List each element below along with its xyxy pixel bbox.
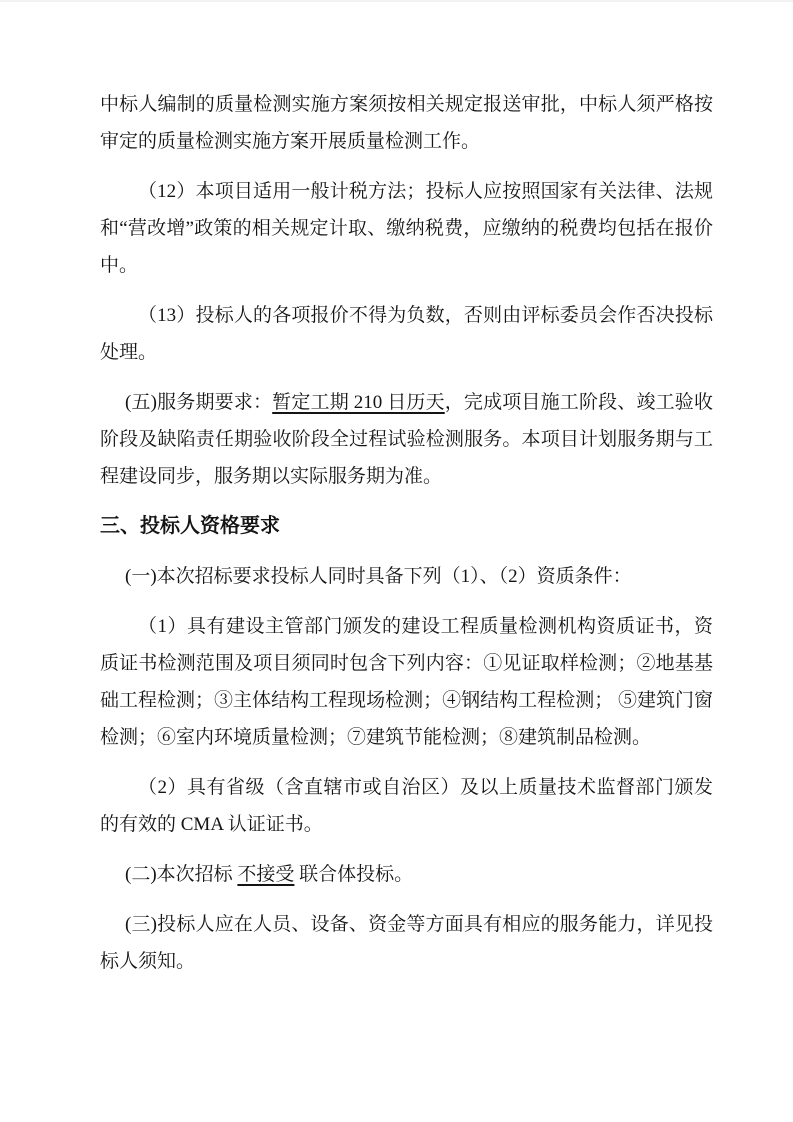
section-heading-bidder-qualifications: 三、投标人资格要求 <box>100 515 280 537</box>
service-period-underlined-duration: 暂定工期 210 日历天 <box>272 392 445 413</box>
paragraph-service-period <box>100 384 713 495</box>
paragraph-qualification-2: （2）具有省级（含直辖市或自治区）及以上质量技术监督部门颁发的有效的 CMA 认证证书。 <box>100 777 713 835</box>
service-period-suffix: ，完成项目施工阶段、竣工验收阶段及缺陷责任期验收阶段全过程试验检测服务。本项目计划服务期与工程建设同步，服务期以实际服务期为准。 <box>100 392 713 487</box>
consortium-prefix: (二)本次招标 <box>125 864 238 885</box>
paragraph-consortium <box>100 856 713 893</box>
paragraph-item-13: （13）投标人的各项报价不得为负数，否则由评标委员会作否决投标处理。 <box>100 305 713 363</box>
paragraph-item-12: （12）本项目适用一般计税方法；投标人应按照国家有关法律、法规和“营改增”政策的相关规定计取、缴纳税费，应缴纳的税费均包括在报价中。 <box>100 181 713 276</box>
consortium-suffix: 联合体投标。 <box>294 864 414 885</box>
paragraph-qualification-intro: (一)本次招标要求投标人同时具备下列（1）、（2）资质条件： <box>125 566 632 587</box>
consortium-underlined-not-accepted: 不接受 <box>237 864 295 885</box>
paragraph-capability: (三)投标人应在人员、设备、资金等方面具有相应的服务能力，详见投标人须知。 <box>100 914 713 972</box>
paragraph-continuation: 中标人编制的质量检测实施方案须按相关规定报送审批，中标人须严格按审定的质量检测实施方案开展质量检测工作。 <box>100 94 713 152</box>
service-period-prefix: (五)服务期要求： <box>125 392 273 413</box>
paragraph-qualification-1: （1）具有建设主管部门颁发的建设工程质量检测机构资质证书，资质证书检测范围及项目须同时包含下列内容：①见证取样检测；②地基基础工程检测；③主体结构工程现场检测；④钢结构工程检测； ⑤建筑门窗检测；⑥室内环境质量检测；⑦建筑节能检测；⑧建筑制品检测。 <box>100 616 713 748</box>
